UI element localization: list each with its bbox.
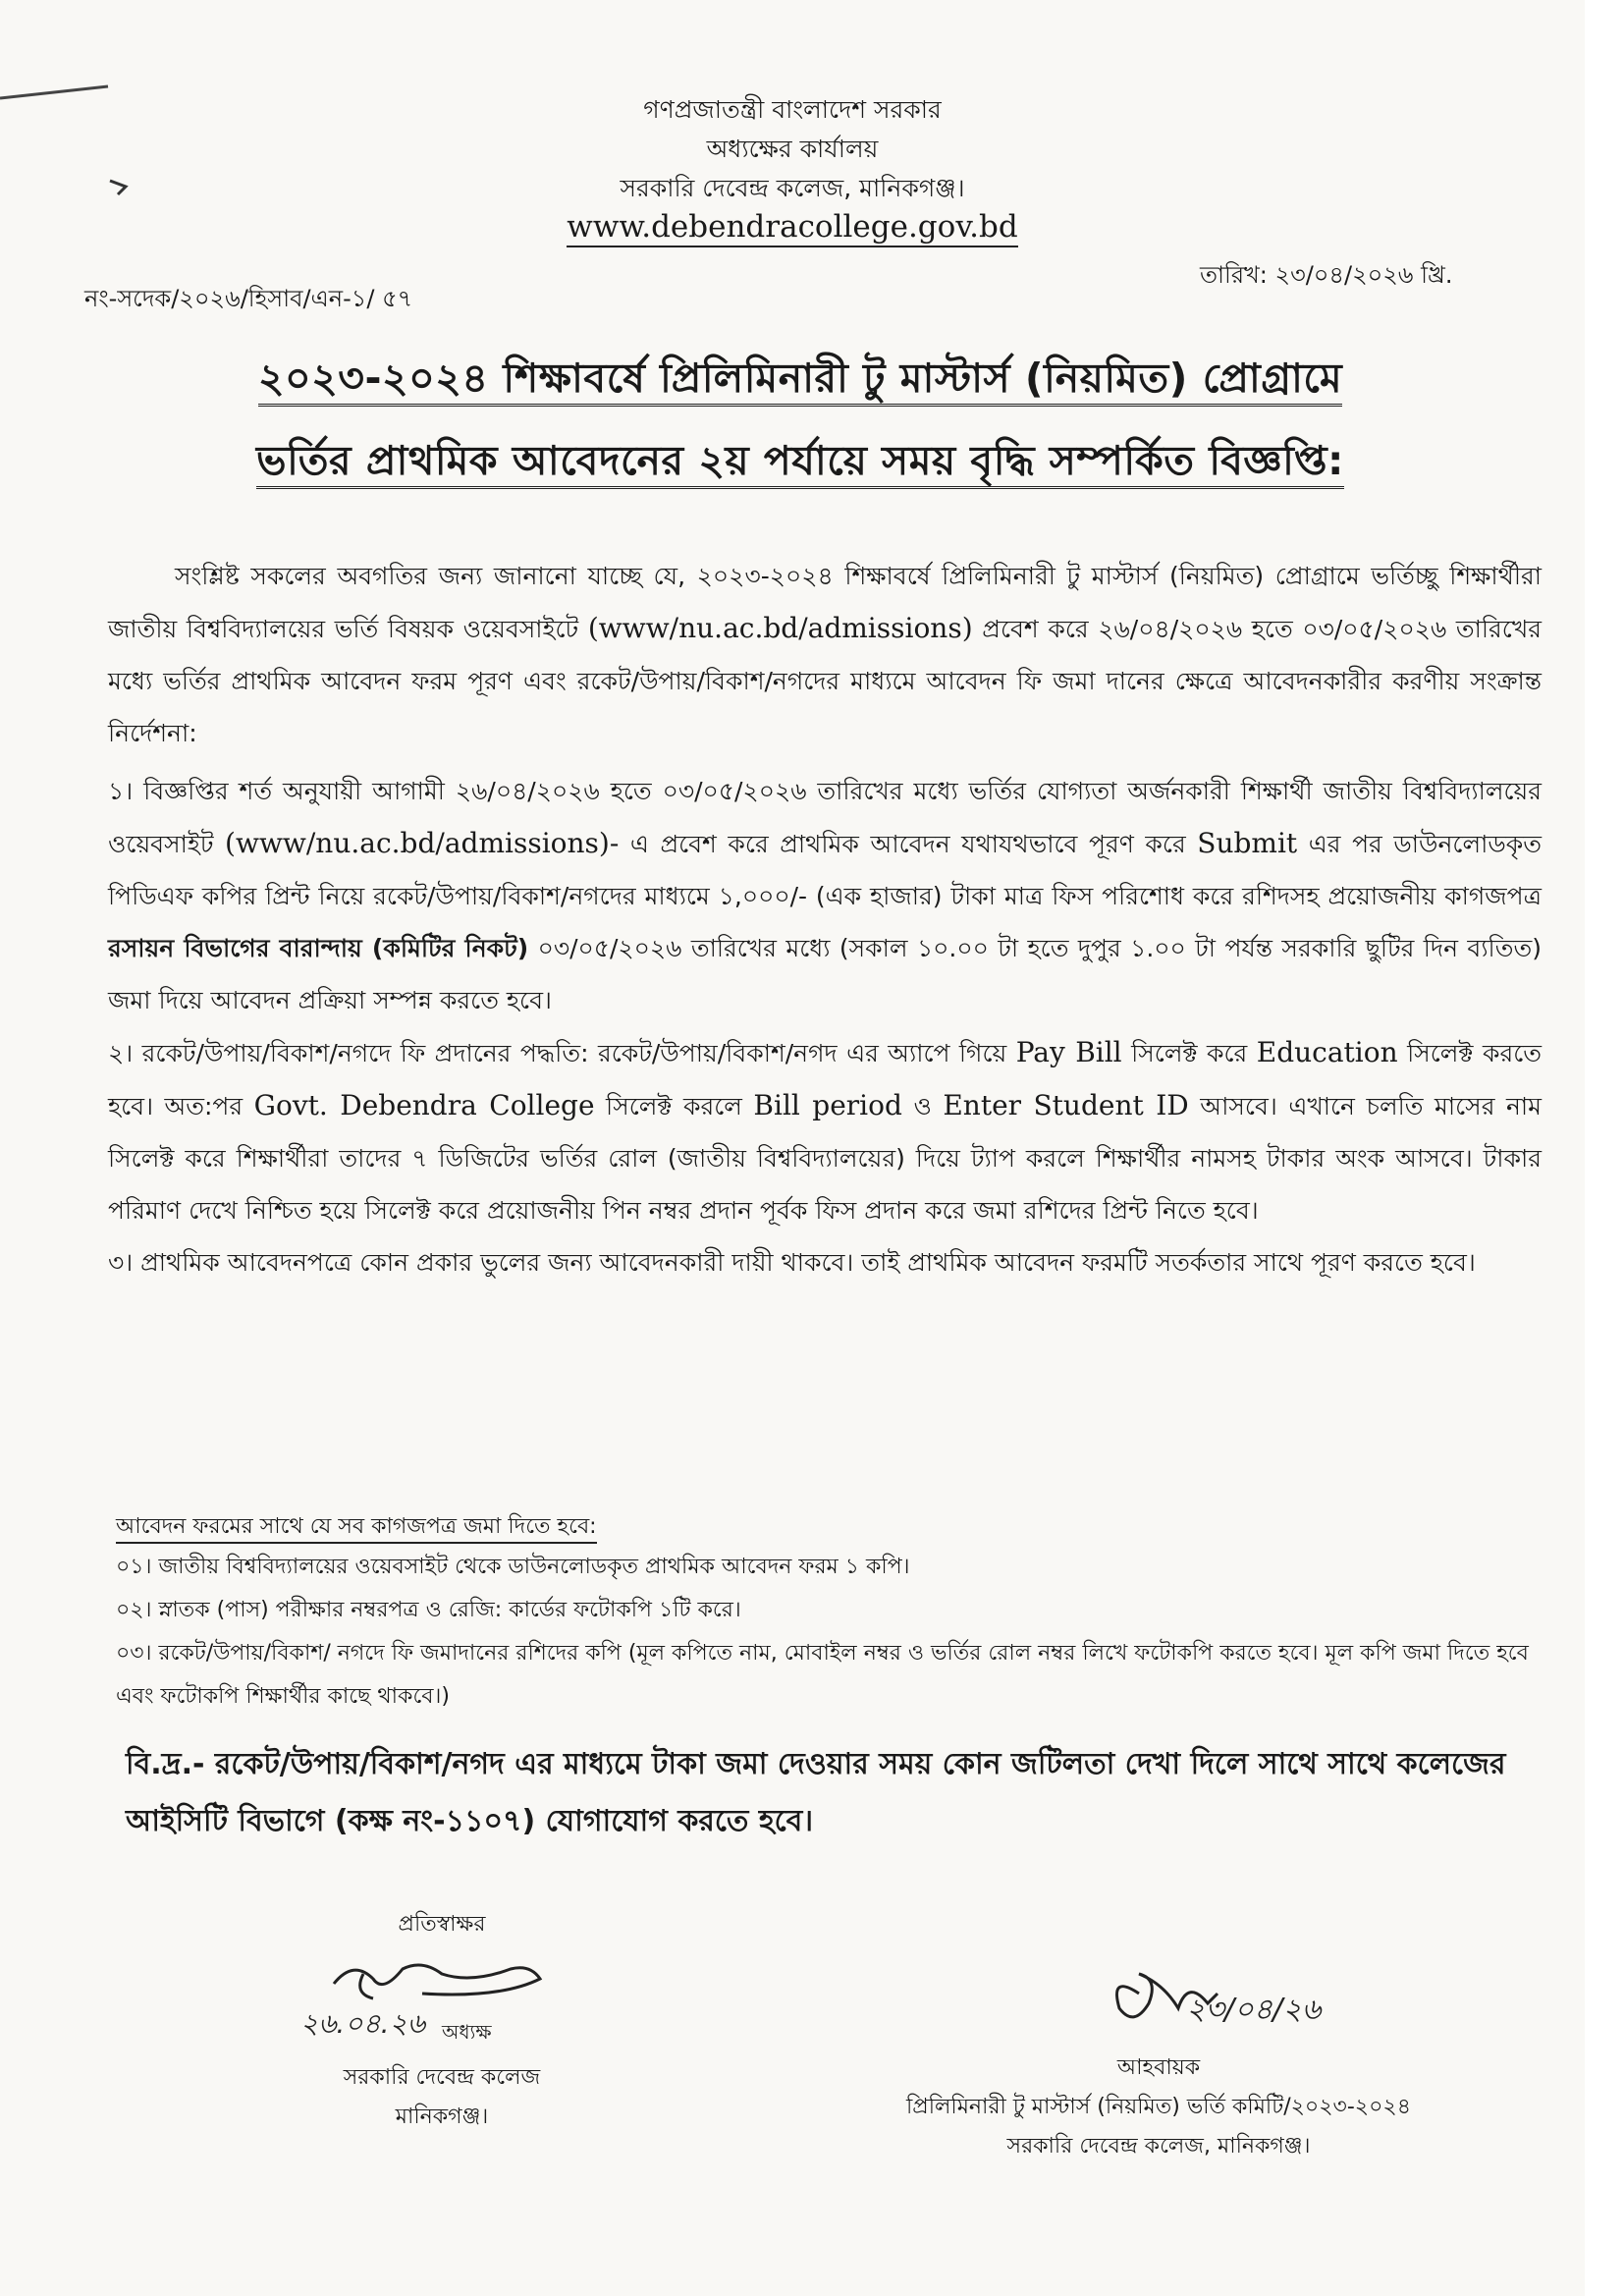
item1-text-d: ০৩/০৫/২০২৬ তারিখের মধ্যে (সকাল ১০.০০ টা হতে দুপুর ১.০০ টা পর্যন্ত সরকারি ছুটির দিন ব্যতিত) জমা দিয়ে আবেদন প্রক্রিয়া সম্পন্ন করতে হবে। — [108, 934, 1542, 1014]
documents-list — [116, 1546, 1549, 1719]
convener-role: আহবায়ক — [1116, 2055, 1201, 2080]
countersign-block — [295, 1905, 589, 2137]
govt-name: গণপ্রজাতন্ত্রী বাংলাদেশ সরকার — [643, 95, 942, 124]
title-line-1: ২০২৩-২০২৪ শিক্ষাবর্ষে প্রিলিমিনারী টু মাস্টার্স (নিয়মিত) প্রোগ্রামে — [258, 355, 1342, 407]
submission-location: রসায়ন বিভাগের বারান্দায় (কমিটির নিকট) — [108, 934, 529, 962]
letterhead — [0, 90, 1585, 247]
pay-bill-term: Pay Bill — [1015, 1036, 1122, 1068]
intro-text-1: সংশ্লিষ্ট সকলের অবগতির জন্য জানানো যাচ্ছে যে, ২০২৩-২০২৪ শিক্ষাবর্ষে প্রিলিমিনারী টু মাস্টার্স (নিয়মিত) প্রোগ্রামে ভর্তিচ্ছু শিক্ষার্থীরা জাতীয় বিশ্ববিদ্যালয়ের ভর্তি বিষয়ক ওয়েবসাইটে — [108, 562, 1542, 643]
item1-text-a: ১। বিজ্ঞপ্তির শর্ত অনুযায়ী আগামী ২৬/০৪/২০২৬ হতে ০৩/০৫/২০২৬ তারিখের মধ্যে ভর্তির যোগ্যতা অর্জনকারী শিক্ষার্থী জাতীয় বিশ্ববিদ্যালয়ের ওয়েবসাইট — [108, 777, 1542, 858]
document-item: ০২। স্নাতক (পাস) পরীক্ষার নম্বরপত্র ও রেজি: কার্ডের ফটোকপি ১টি করে। — [116, 1598, 741, 1622]
website-link[interactable]: www.debendracollege.gov.bd — [567, 208, 1017, 247]
document-item: ০৩। রকেট/উপায়/বিকাশ/ নগদে ফি জমাদানের রশিদের কপি (মূল কপিতে নাম, মোবাইল নম্বর ও ভর্তির রোল নম্বর লিখে ফটোকপি করতে হবে। মূল কপি জমা দিতে হবে এবং ফটোকপি শিক্ষার্থীর কাছে থাকবে।) — [116, 1641, 1529, 1709]
item1-text-c: এর পর ডাউনলোডকৃত পিডিএফ কপির প্রিন্ট নিয়ে রকেট/উপায়/বিকাশ/নগদের মাধ্যমে ১,০০০/- (এক হাজার) টাকা মাত্র ফিস পরিশোধ করে রশিদসহ প্রয়োজনীয় কাগজপত্র — [108, 830, 1542, 910]
principal-role: অধ্যক্ষ — [442, 2020, 492, 2044]
college-term: Govt. Debendra College — [253, 1089, 595, 1121]
item1-url[interactable]: (www/nu.ac.bd/admissions)- — [225, 827, 620, 859]
submit-term: Submit — [1197, 827, 1298, 859]
left-place: মানিকগঞ্জ। — [395, 2105, 489, 2129]
instruction-item-3: ৩। প্রাথমিক আবেদনপত্রে কোন প্রকার ভুলের জন্য আবেদনকারী দায়ী থাকবে। তাই প্রাথমিক আবেদন ফরমটি সতর্কতার সাথে পূরণ করতে হবে। — [108, 1248, 1476, 1277]
item2-text-e: আসবে। এখানে চলতি মাসের নাম সিলেক্ট করে শিক্ষার্থীরা তাদের ৭ ডিজিটের ভর্তির রোল (জাতীয় বিশ্ববিদ্যালয়ের) দিয়ে ট্যাপ করলে শিক্ষার্থীর নামসহ টাকার অংক আসবে। টাকার পরিমাণ দেখে নিশ্চিত হয়ে সিলেক্ট করে প্রয়োজনীয় পিন নম্বর প্রদান পূর্বক ফিস প্রদান করে জমা রশিদের প্রিন্ট নিতে হবে। — [108, 1092, 1543, 1225]
countersign-label: প্রতিস্বাক্ষর — [398, 1912, 486, 1937]
bill-period-term: Bill period — [753, 1089, 902, 1121]
intro-text-2: প্রবেশ করে ২৬/০৪/২০২৬ হতে ০৩/০৫/২০২৬ তারিখের মধ্যে ভর্তির প্রাথমিক আবেদন ফরম পূরণ এবং রকেট/উপায়/বিকাশ/নগদের মাধ্যমে আবেদন ফি জমা দানের ক্ষেত্রে আবেদনকারীর করণীয় সংক্রান্ত নির্দেশনা: — [108, 615, 1542, 747]
notice-date: তারিখ: ২৩/০৪/২০২৬ খ্রি. — [1200, 261, 1453, 289]
instruction-item-2 — [108, 1026, 1542, 1236]
notice-title — [98, 344, 1502, 495]
item2-text-c: সিলেক্ট করতে হবে। অত:পর — [108, 1039, 1543, 1121]
item2-text-a: ২। রকেট/উপায়/বিকাশ/নগদে ফি প্রদানের পদ্ধতি: রকেট/উপায়/বিকাশ/নগদ এর অ্যাপে গিয়ে — [108, 1039, 1007, 1067]
notice-body — [108, 550, 1542, 1288]
item2-text-d: সিলেক্ট করলে — [606, 1092, 742, 1121]
scan-mark-line — [0, 79, 128, 118]
special-note: বি.দ্র.- রকেট/উপায়/বিকাশ/নগদ এর মাধ্যমে টাকা জমা দেওয়ার সময় কোন জটিলতা দেখা দিলে সাথে সাথে কলেজের আইসিটি বিভাগে (কক্ষ নং-১১০৭) যোগাযোগ করতে হবে। — [126, 1747, 1506, 1838]
committee-name: প্রিলিমিনারী টু মাস্টার্স (নিয়মিত) ভর্তি কমিটি/২০২৩-২০২৪ — [906, 2095, 1411, 2119]
convener-signature-date: ২৩/০৪/২৬ — [1186, 1993, 1322, 2027]
instruction-item-1 — [108, 765, 1542, 1026]
enter-id-term: Enter Student ID — [943, 1089, 1189, 1121]
office-name: অধ্যক্ষের কার্যালয় — [706, 135, 879, 163]
college-name: সরকারি দেবেন্দ্র কলেজ, মানিকগঞ্জ। — [620, 174, 965, 202]
convener-signature — [844, 1954, 1473, 2043]
admissions-url[interactable]: (www/nu.ac.bd/admissions) — [587, 612, 973, 644]
item1-text-b: এ প্রবেশ করে প্রাথমিক আবেদন যথাযথভাবে পূরণ করে — [629, 830, 1186, 858]
principal-signature-date: ২৬.০৪.২৬ — [300, 2007, 425, 2040]
convener-block — [844, 1954, 1473, 2166]
reference-number: নং-সদেক/২০২৬/হিসাব/এন-১/ ৫৭ — [84, 285, 413, 312]
item2-text-b: সিলেক্ট করে — [1131, 1039, 1248, 1067]
education-term: Education — [1256, 1036, 1398, 1068]
item2-and: ও — [913, 1092, 932, 1121]
title-line-2: ভর্তির প্রাথমিক আবেদনের ২য় পর্যায়ে সময় বৃদ্ধি সম্পর্কিত বিজ্ঞপ্তি: — [256, 437, 1344, 489]
principal-signature — [295, 1944, 589, 2052]
intro-paragraph — [108, 550, 1542, 759]
right-college: সরকারি দেবেন্দ্র কলেজ, মানিকগঞ্জ। — [1006, 2134, 1311, 2159]
left-college: সরকারি দেবেন্দ্র কলেজ — [343, 2065, 541, 2090]
scan-mark-tick — [106, 169, 135, 198]
document-item: ০১। জাতীয় বিশ্ববিদ্যালয়ের ওয়েবসাইট থেকে ডাউনলোডকৃত প্রাথমিক আবেদন ফরম ১ কপি। — [116, 1555, 910, 1579]
scan-margin — [1585, 0, 1624, 2296]
documents-heading: আবেদন ফরমের সাথে যে সব কাগজপত্র জমা দিতে হবে: — [116, 1512, 597, 1544]
